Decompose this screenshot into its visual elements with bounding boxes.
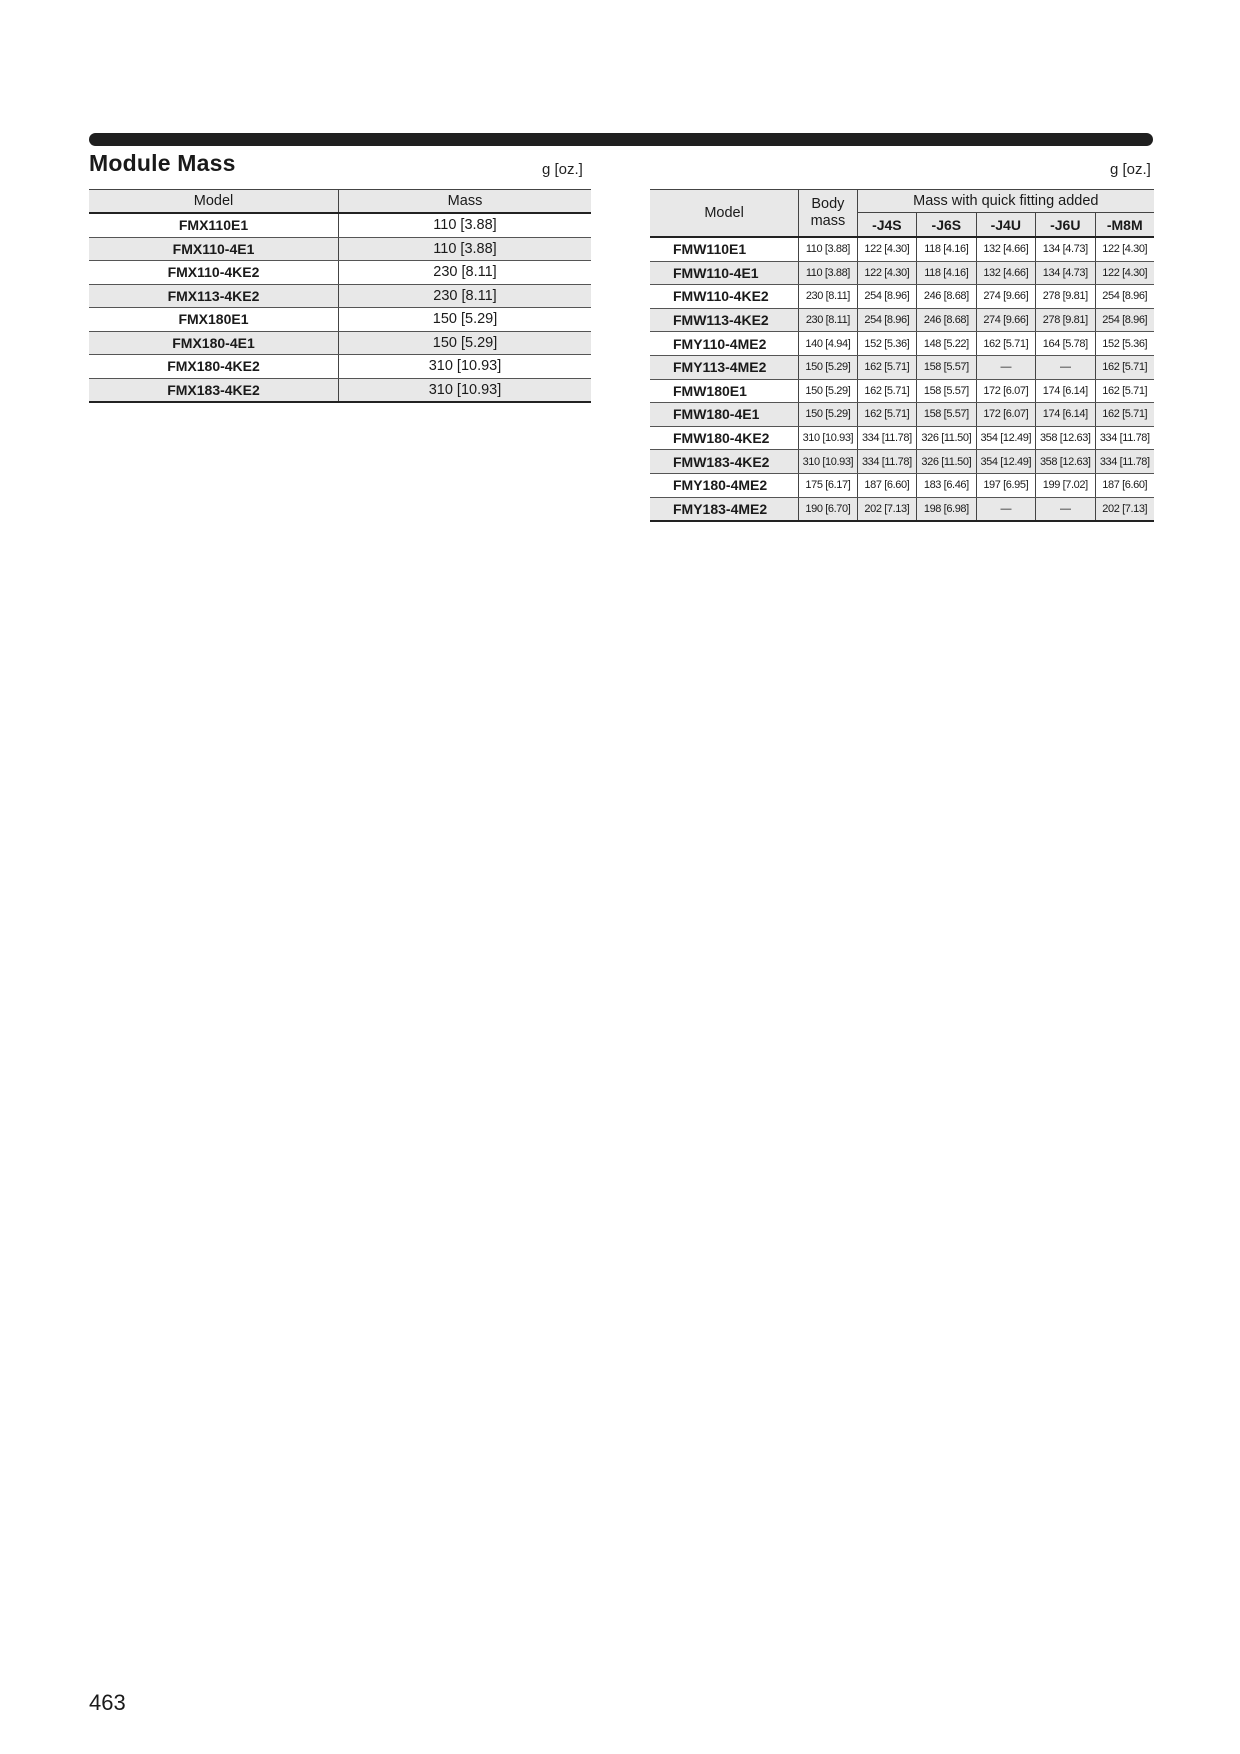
cell-j6s: 158 [5.57] xyxy=(917,403,976,427)
cell-model: FMX183-4KE2 xyxy=(89,378,339,402)
cell-model: FMY180-4ME2 xyxy=(650,473,799,497)
table-row xyxy=(89,308,591,332)
table-row xyxy=(89,331,591,355)
cell-m8m: 254 [8.96] xyxy=(1095,285,1154,309)
cell-j4s: 152 [5.36] xyxy=(857,332,916,356)
cell-mass: 230 [8.11] xyxy=(339,284,592,308)
cell-j6u: 174 [6.14] xyxy=(1036,379,1095,403)
cell-model: FMX180-4E1 xyxy=(89,331,339,355)
cell-j6s: 158 [5.57] xyxy=(917,379,976,403)
header-model: Model xyxy=(650,190,799,238)
cell-m8m: 334 [11.78] xyxy=(1095,450,1154,474)
table-row xyxy=(650,379,1154,403)
cell-j6u: 358 [12.63] xyxy=(1036,450,1095,474)
cell-j6s: 158 [5.57] xyxy=(917,355,976,379)
cell-m8m: 254 [8.96] xyxy=(1095,308,1154,332)
cell-j4s: 334 [11.78] xyxy=(857,450,916,474)
cell-j4s: 122 [4.30] xyxy=(857,237,916,261)
cell-j6u: 134 [4.73] xyxy=(1036,261,1095,285)
cell-model: FMY183-4ME2 xyxy=(650,497,799,521)
header-quick-fitting-group: Mass with quick fitting added xyxy=(857,190,1154,213)
cell-body: 110 [3.88] xyxy=(799,261,857,285)
cell-body: 310 [10.93] xyxy=(799,426,857,450)
cell-j4s: 162 [5.71] xyxy=(857,355,916,379)
cell-m8m: 162 [5.71] xyxy=(1095,403,1154,427)
cell-body: 190 [6.70] xyxy=(799,497,857,521)
cell-mass: 310 [10.93] xyxy=(339,355,592,379)
cell-body: 230 [8.11] xyxy=(799,308,857,332)
cell-j4s: 122 [4.30] xyxy=(857,261,916,285)
cell-j4u: 172 [6.07] xyxy=(976,379,1035,403)
cell-body: 175 [6.17] xyxy=(799,473,857,497)
cell-mass: 110 [3.88] xyxy=(339,213,592,237)
table-row xyxy=(650,473,1154,497)
cell-j6u: — xyxy=(1036,355,1095,379)
cell-model: FMW110-4KE2 xyxy=(650,285,799,309)
header-mass: Mass xyxy=(339,190,592,214)
cell-j6u: 199 [7.02] xyxy=(1036,473,1095,497)
table-row xyxy=(89,284,591,308)
header-body-mass-line1: Body xyxy=(811,196,845,212)
header-j6u: -J6U xyxy=(1036,213,1095,237)
cell-body: 140 [4.94] xyxy=(799,332,857,356)
cell-j4u: 132 [4.66] xyxy=(976,261,1035,285)
cell-model: FMX110-4KE2 xyxy=(89,261,339,285)
cell-j6u: 174 [6.14] xyxy=(1036,403,1095,427)
cell-model: FMW110E1 xyxy=(650,237,799,261)
cell-model: FMX110-4E1 xyxy=(89,237,339,261)
cell-mass: 310 [10.93] xyxy=(339,378,592,402)
cell-mass: 150 [5.29] xyxy=(339,308,592,332)
cell-model: FMW183-4KE2 xyxy=(650,450,799,474)
cell-mass: 150 [5.29] xyxy=(339,331,592,355)
cell-m8m: 122 [4.30] xyxy=(1095,237,1154,261)
cell-m8m: 334 [11.78] xyxy=(1095,426,1154,450)
table-row xyxy=(89,237,591,261)
cell-j6s: 183 [6.46] xyxy=(917,473,976,497)
cell-model: FMW180-4KE2 xyxy=(650,426,799,450)
cell-body: 150 [5.29] xyxy=(799,355,857,379)
header-body-mass xyxy=(799,190,857,238)
cell-m8m: 187 [6.60] xyxy=(1095,473,1154,497)
page-number: 463 xyxy=(89,1690,126,1715)
table-row xyxy=(650,261,1154,285)
left-table-body xyxy=(89,213,591,402)
cell-j6u: 358 [12.63] xyxy=(1036,426,1095,450)
table-row xyxy=(89,378,591,402)
cell-model: FMW110-4E1 xyxy=(650,261,799,285)
cell-j4u: — xyxy=(976,355,1035,379)
section-title: Module Mass xyxy=(89,150,236,176)
cell-j4s: 162 [5.71] xyxy=(857,379,916,403)
cell-model: FMX180E1 xyxy=(89,308,339,332)
cell-model: FMW180-4E1 xyxy=(650,403,799,427)
table-row xyxy=(650,308,1154,332)
cell-model: FMY113-4ME2 xyxy=(650,355,799,379)
table-row xyxy=(650,426,1154,450)
cell-model: FMY110-4ME2 xyxy=(650,332,799,356)
right-table-body xyxy=(650,237,1154,521)
cell-j4u: 172 [6.07] xyxy=(976,403,1035,427)
cell-m8m: 202 [7.13] xyxy=(1095,497,1154,521)
cell-body: 310 [10.93] xyxy=(799,450,857,474)
cell-j4u: 197 [6.95] xyxy=(976,473,1035,497)
cell-j6s: 198 [6.98] xyxy=(917,497,976,521)
cell-model: FMW113-4KE2 xyxy=(650,308,799,332)
cell-j6u: 278 [9.81] xyxy=(1036,308,1095,332)
cell-body: 110 [3.88] xyxy=(799,237,857,261)
cell-model: FMW180E1 xyxy=(650,379,799,403)
cell-body: 230 [8.11] xyxy=(799,285,857,309)
cell-m8m: 162 [5.71] xyxy=(1095,355,1154,379)
section-top-rule xyxy=(89,133,1153,146)
cell-j6s: 326 [11.50] xyxy=(917,426,976,450)
cell-j4u: 132 [4.66] xyxy=(976,237,1035,261)
table-row xyxy=(650,497,1154,521)
cell-j6s: 246 [8.68] xyxy=(917,308,976,332)
cell-j4s: 202 [7.13] xyxy=(857,497,916,521)
table-row xyxy=(650,237,1154,261)
cell-j4u: — xyxy=(976,497,1035,521)
cell-j4u: 274 [9.66] xyxy=(976,285,1035,309)
cell-j6s: 148 [5.22] xyxy=(917,332,976,356)
cell-j4s: 334 [11.78] xyxy=(857,426,916,450)
cell-j6s: 246 [8.68] xyxy=(917,285,976,309)
table-row xyxy=(89,355,591,379)
cell-j4u: 274 [9.66] xyxy=(976,308,1035,332)
cell-j6u: — xyxy=(1036,497,1095,521)
table-row xyxy=(650,403,1154,427)
cell-model: FMX113-4KE2 xyxy=(89,284,339,308)
header-model: Model xyxy=(89,190,339,214)
table-header-row xyxy=(650,190,1154,213)
table-row xyxy=(650,285,1154,309)
cell-j4s: 162 [5.71] xyxy=(857,403,916,427)
cell-body: 150 [5.29] xyxy=(799,379,857,403)
cell-mass: 230 [8.11] xyxy=(339,261,592,285)
table-row xyxy=(650,450,1154,474)
table-row xyxy=(89,261,591,285)
cell-mass: 110 [3.88] xyxy=(339,237,592,261)
cell-j6u: 134 [4.73] xyxy=(1036,237,1095,261)
cell-m8m: 162 [5.71] xyxy=(1095,379,1154,403)
cell-m8m: 122 [4.30] xyxy=(1095,261,1154,285)
table-row xyxy=(89,213,591,237)
header-j4s: -J4S xyxy=(857,213,916,237)
cell-model: FMX180-4KE2 xyxy=(89,355,339,379)
cell-j6s: 118 [4.16] xyxy=(917,261,976,285)
cell-j4s: 254 [8.96] xyxy=(857,308,916,332)
cell-j6u: 164 [5.78] xyxy=(1036,332,1095,356)
header-m8m: -M8M xyxy=(1095,213,1154,237)
cell-j4s: 254 [8.96] xyxy=(857,285,916,309)
cell-j4u: 354 [12.49] xyxy=(976,426,1035,450)
table-row xyxy=(650,355,1154,379)
left-table-unit: g [oz.] xyxy=(542,161,583,178)
cell-j4s: 187 [6.60] xyxy=(857,473,916,497)
header-j6s: -J6S xyxy=(917,213,976,237)
cell-j6s: 326 [11.50] xyxy=(917,450,976,474)
cell-j6s: 118 [4.16] xyxy=(917,237,976,261)
table-header-row xyxy=(89,190,591,214)
cell-m8m: 152 [5.36] xyxy=(1095,332,1154,356)
header-j4u: -J4U xyxy=(976,213,1035,237)
cell-j4u: 162 [5.71] xyxy=(976,332,1035,356)
module-mass-table-fmw-fmy xyxy=(650,189,1154,522)
table-row xyxy=(650,332,1154,356)
cell-j4u: 354 [12.49] xyxy=(976,450,1035,474)
header-body-mass-line2: mass xyxy=(810,213,846,229)
cell-model: FMX110E1 xyxy=(89,213,339,237)
cell-j6u: 278 [9.81] xyxy=(1036,285,1095,309)
right-table-unit: g [oz.] xyxy=(1110,161,1151,178)
cell-body: 150 [5.29] xyxy=(799,403,857,427)
module-mass-table-fmx xyxy=(89,189,591,403)
